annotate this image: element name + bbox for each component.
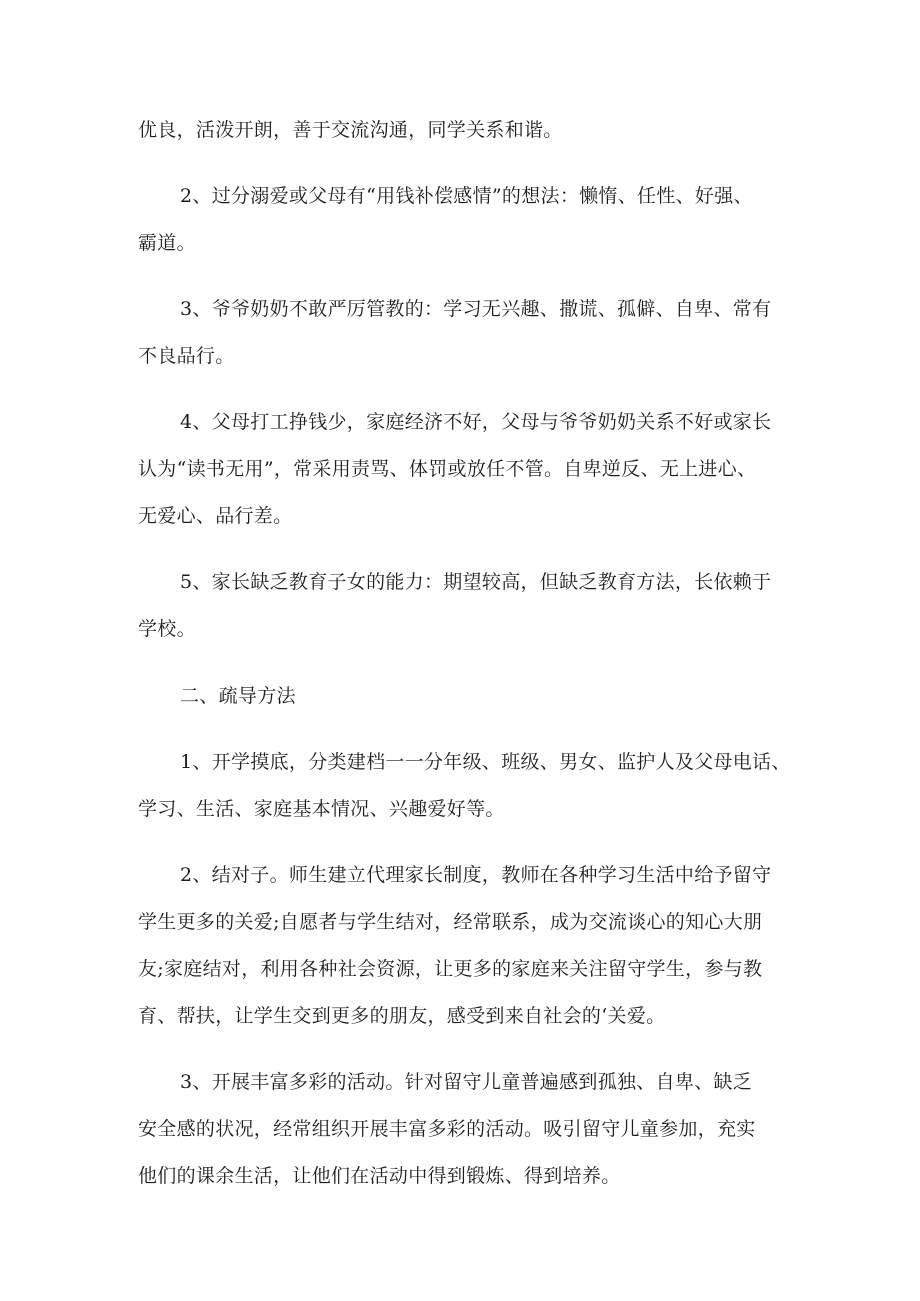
text-line: 不良品行。 xyxy=(138,345,235,367)
text-line: 3、开展丰富多彩的活动。针对留守儿童普遍感到孤独、自卑、缺乏 xyxy=(180,1071,753,1093)
text-line: 友;家庭结对，利用各种社会资源，让更多的家庭来关注留守学生，参与教 xyxy=(138,958,763,980)
text-line: 4、父母打工挣钱少，家庭经济不好，父母与爷爷奶奶关系不好或家长 xyxy=(180,411,772,433)
text-line: 学生更多的关爱;自愿者与学生结对，经常联系，成为交流谈心的知心大朋 xyxy=(138,911,763,933)
text-line: 2、过分溺爱或父母有“用钱补偿感情”的想法：懒惰、任性、好强、 xyxy=(180,185,753,207)
text-line: 育、帮扶，让学生交到更多的朋友，感受到来自社会的‘关爱。 xyxy=(138,1005,666,1027)
section-heading: 二、疏导方法 xyxy=(180,685,296,707)
text-line: 1、开学摸底，分类建档一一分年级、班级、男女、监护人及父母电话、 xyxy=(180,751,791,773)
text-line: 霸道。 xyxy=(138,232,196,254)
text-line: 他们的课余生活，让他们在活动中得到锻炼、得到培养。 xyxy=(138,1165,621,1187)
text-line: 认为“读书无用”，常采用责骂、体罚或放任不管。自卑逆反、无上进心、 xyxy=(138,458,757,480)
text-line: 5、家长缺乏教育子女的能力：期望较高，但缺乏教育方法，长依赖于 xyxy=(180,571,772,593)
text-line: 2、结对子。师生建立代理家长制度，教师在各种学习生活中给予留守 xyxy=(180,864,772,886)
text-line: 学习、生活、家庭基本情况、兴趣爱好等。 xyxy=(138,798,505,820)
text-line: 安全感的状况，经常组织开展丰富多彩的活动。吸引留守儿童参加，充实 xyxy=(138,1118,756,1140)
text-line: 学校。 xyxy=(138,618,196,640)
text-line: 无爱心、品行差。 xyxy=(138,505,293,527)
text-line: 优良，活泼开朗，善于交流沟通，同学关系和谐。 xyxy=(138,119,563,141)
text-line: 3、爷爷奶奶不敢严厉管教的：学习无兴趣、撒谎、孤僻、自卑、常有 xyxy=(180,298,772,320)
